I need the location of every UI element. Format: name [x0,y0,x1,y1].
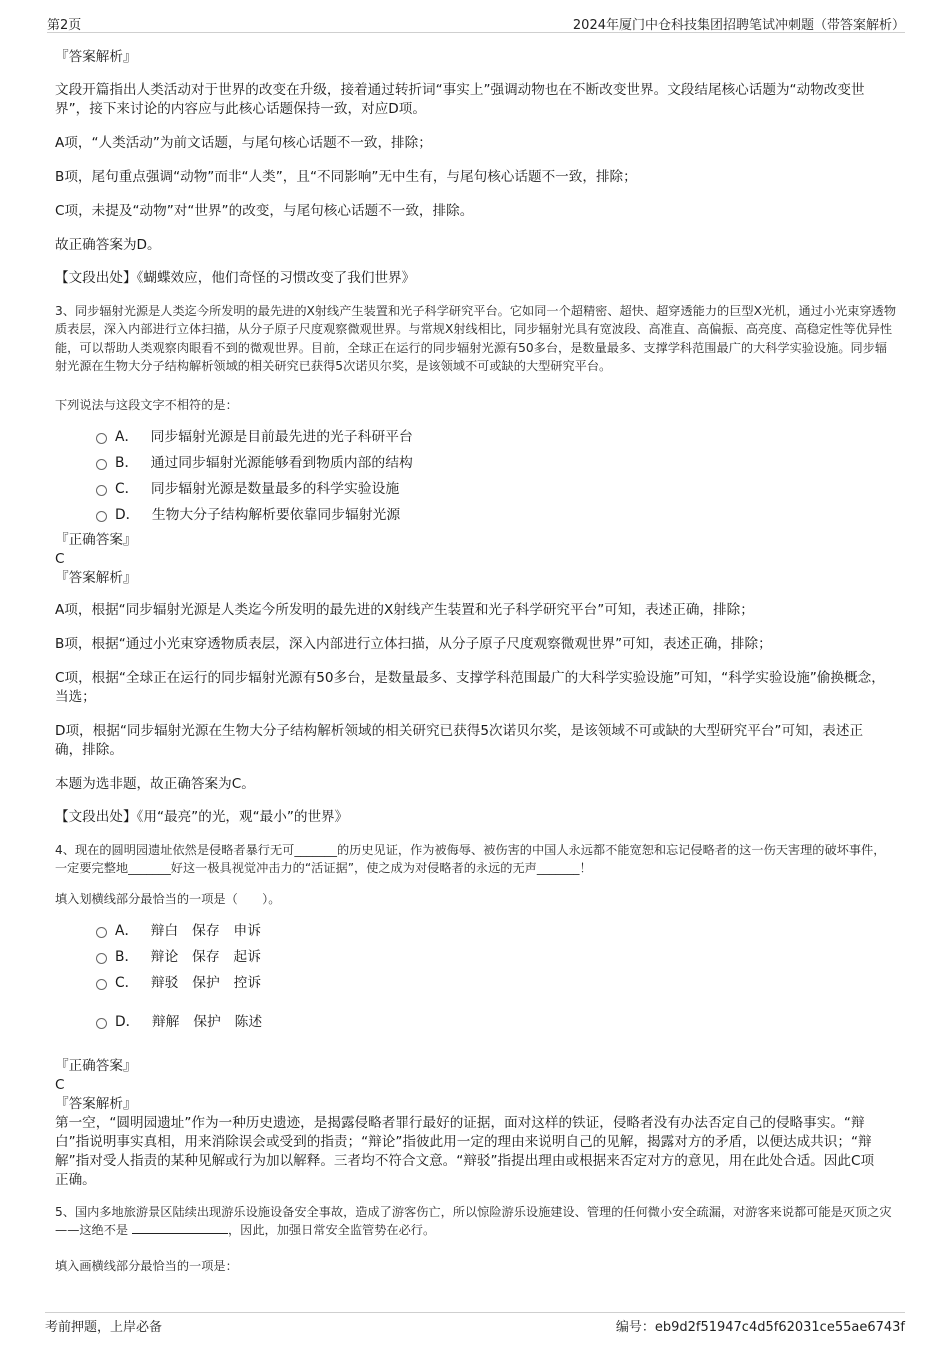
question-stem [55,1203,897,1240]
option-a[interactable] [55,921,897,941]
question-stem: 3、同步辐射光源是人类迄今所发明的最先进的X射线产生装置和光子科学研究平台。它如同一个超精密、超快、超穿透能力的巨型X光机，通过小光束穿透物质表层，深入内部进行立体扫描，从分子原子尺度观察微观世界。与常规X射线相比，同步辐射光具有宽波段、高准直、高偏振、高亮度、高稳定性等优异性能，可以帮助人类观察肉眼看不到的微观世界。目前，全球正在运行的同步辐射光源有50多台，是数量最多、支撑学科范围最广的大科学实验设施。同步辐射光源在生物大分子结构解析领域的相关研究已获得5次诺贝尔奖，是该领域不可或缺的大型研究平台。 [55,304,897,374]
option-key: B． [115,948,139,965]
radio-icon[interactable] [96,459,107,470]
passage-source: 【文段出处】《蝴蝶效应，他们奇怪的习惯改变了我们世界》 [55,270,416,286]
option-key: C． [115,974,139,991]
option-key: C． [115,481,139,498]
radio-icon[interactable] [96,511,107,522]
fill-blank: _______ [536,861,580,876]
footer-slogan: 考前押题，上岸必备 [45,1320,163,1335]
document-title: 2024年厦门中仓科技集团招聘笔试冲刺题（带答案解析） [572,18,905,33]
analysis-option-a: A项，“人类活动”为前文话题，与尾句核心话题不一致，排除； [55,135,432,151]
analysis-option-c: C项，根据“全球正在运行的同步辐射光源有50多台，是数量最多、支撑学科范围最广的大科学实验设施”可知，“科学实验设施”偷换概念，当选； [55,670,885,706]
page-header [47,10,905,33]
option-text: 同步辐射光源是数量最多的科学实验设施 [150,481,400,498]
stem-part: 5、国内多地旅游景区陆续出现游乐设施设备安全事故，造成了游客伤亡，所以惊险游乐设施建设、管理的任何微小安全疏漏，对游客来说都可能是灭顶之灾——这绝不是 [55,1204,892,1238]
analysis-option-b: B项，根据“通过小光束穿透物质表层，深入内部进行立体扫描，从分子原子尺度观察微观世界”可知，表述正确，排除； [55,636,772,653]
stem-part: ！ [579,861,592,876]
fill-blank [132,1221,228,1234]
option-key: A． [115,922,139,939]
correct-answer: C [55,1076,65,1093]
radio-icon[interactable] [96,979,107,990]
radio-icon[interactable] [96,1018,107,1029]
option-a[interactable] [55,427,897,447]
analysis-text: 第一空，“圆明园遗址”作为一种历史遗迹，是揭露侵略者罪行最好的证据，面对这样的铁证，侵略者没有办法否定自己的侵略事实。“辩白”指说明事实真相，用来消除误会或受到的指责；“辩论”指彼此用一定的理由来说明自己的见解，揭露对方的矛盾，以便达成共识；“辩解”指对受人指责的某种见解或行为加以解释。三者均不符合文意。“辩驳”指提出理由或根据来否定对方的意见，用在此处合适。因此C项正确。 [55,1114,875,1188]
option-c[interactable] [55,479,897,499]
question-stem [55,841,897,878]
correct-answer-label: 『正确答案』 [55,1057,137,1074]
option-key: D． [115,507,140,524]
option-text: 辩白 保存 申诉 [150,922,262,939]
option-b[interactable] [55,947,897,967]
question-prompt: 填入画横线部分最恰当的一项是： [55,1259,238,1274]
radio-icon[interactable] [96,485,107,496]
analysis-label: 『答案解析』 [55,1095,137,1112]
option-list [55,921,897,1032]
passage-source: 【文段出处】《用“最亮”的光，观“最小”的世界》 [55,809,349,826]
radio-icon[interactable] [96,433,107,444]
question-prompt: 下列说法与这段文字不相符的是： [55,397,238,412]
radio-icon[interactable] [96,927,107,938]
option-key: B． [115,455,139,472]
option-c[interactable] [55,973,897,993]
option-text: 辩解 保护 陈述 [151,1013,263,1030]
option-text: 生物大分子结构解析要依靠同步辐射光源 [151,507,401,524]
stem-part: 好这一极具视觉冲击力的“活证据”，使之成为对侵略者的永远的无声 [170,861,537,876]
option-key: D． [115,1013,140,1030]
correct-answer: C [55,551,65,568]
document-body [55,44,897,1288]
option-text: 同步辐射光源是目前最先进的光子科研平台 [150,429,413,446]
analysis-option-c: C项，未提及“动物”对“世界”的改变，与尾句核心话题不一致，排除。 [55,203,474,219]
analysis-label: 『答案解析』 [55,570,137,587]
answer-conclusion: 故正确答案为D。 [55,237,161,253]
fill-blank: _______ [128,861,171,876]
option-d[interactable] [55,505,897,525]
option-list [55,427,897,525]
page-footer [45,1312,905,1339]
option-text: 辩论 保存 起诉 [150,948,262,965]
option-key: A． [115,429,139,446]
stem-part: 4、现在的圆明园遗址依然是侵略者暴行无可 [55,843,295,858]
option-text: 通过同步辐射光源能够看到物质内部的结构 [150,455,413,472]
option-d[interactable] [55,1012,897,1032]
analysis-option-b: B项，尾句重点强调“动物”而非“人类”，且“不同影响”无中生有，与尾句核心话题不一致，排除； [55,169,637,185]
analysis-option-a: A项，根据“同步辐射光源是人类迄今所发明的最先进的X射线产生装置和光子科学研究平台”可知，表述正确，排除； [55,602,754,619]
correct-answer-label: 『正确答案』 [55,532,137,549]
stem-part: ，因此，加强日常安全监管势在必行。 [228,1223,436,1238]
page-number: 第2页 [47,18,82,33]
answer-conclusion: 本题为选非题，故正确答案为C。 [55,776,255,793]
document-code: 编号：eb9d2f51947c4d5f62031ce55ae6743f [615,1320,905,1335]
option-b[interactable] [55,453,897,473]
stem-part: 的历史见证，作为被侮辱、被伤害的中国人永远都不能宽恕和忘记侵略者的这一伤天害理的破坏事件，一定要完整地 [55,843,886,876]
radio-icon[interactable] [96,953,107,964]
analysis-text: 文段开篇指出人类活动对于世界的改变在升级，接着通过转折词“事实上”强调动物也在不断改变世界。文段结尾核心话题为“动物改变世界”，接下来讨论的内容应与此核心话题保持一致，对应D项。 [55,82,865,117]
analysis-option-d: D项，根据“同步辐射光源在生物大分子结构解析领域的相关研究已获得5次诺贝尔奖，是该领域不可或缺的大型研究平台”可知，表述正确，排除。 [55,723,864,759]
option-text: 辩驳 保护 控诉 [150,974,262,991]
question-prompt: 填入划横线部分最恰当的一项是（ ）。 [55,892,281,907]
analysis-label: 『答案解析』 [55,49,137,65]
fill-blank: _______ [294,843,337,858]
